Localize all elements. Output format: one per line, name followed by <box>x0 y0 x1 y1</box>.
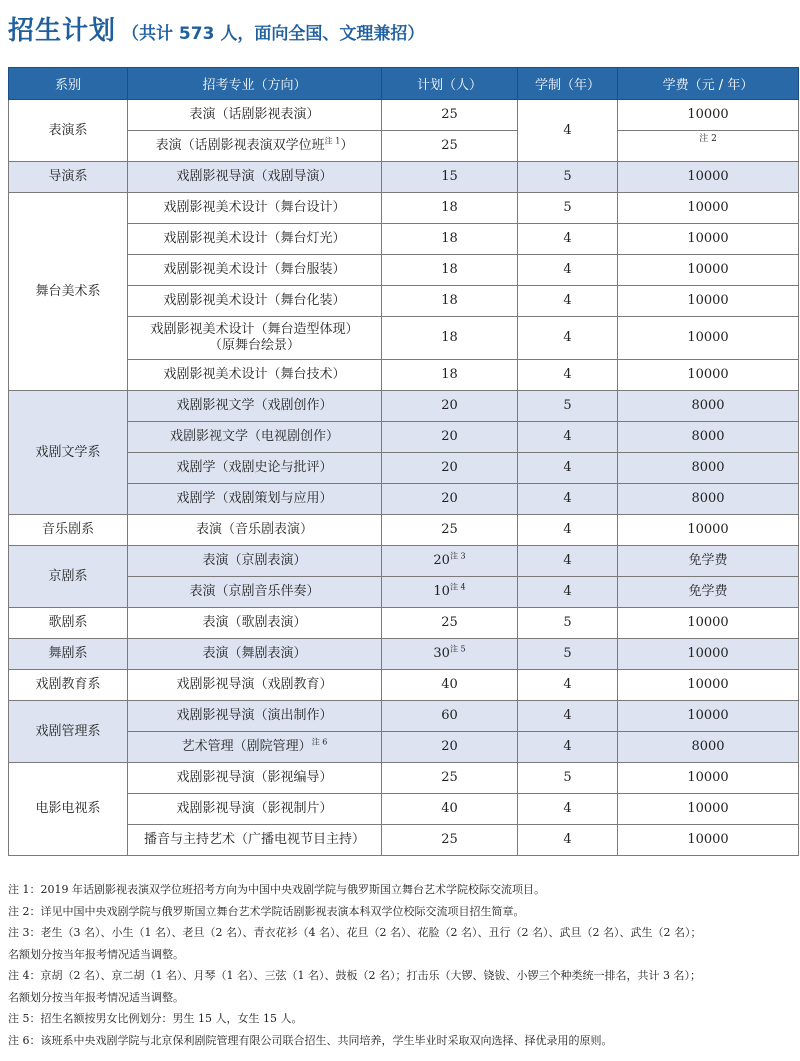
header-major: 招考专业（方向） <box>128 68 382 100</box>
page-title <box>8 10 424 46</box>
dept-group <box>9 100 799 162</box>
major-name: 戏剧影视美术设计（舞台技术） <box>163 367 346 382</box>
footnote-ref: 注 1 <box>324 136 341 146</box>
fee-cell: 10000 <box>618 193 799 224</box>
table-row <box>9 255 799 286</box>
years-cell: 5 <box>518 608 618 639</box>
years-cell: 4 <box>518 286 618 317</box>
plan-value: 20 <box>441 739 458 754</box>
dept-group <box>9 193 799 391</box>
fee-cell: 8000 <box>618 732 799 763</box>
years-cell: 4 <box>518 546 618 577</box>
major-name: 戏剧影视导演（影视制片） <box>176 801 333 816</box>
plan-cell <box>382 162 518 193</box>
major-cell <box>128 193 382 224</box>
dept-group <box>9 515 799 546</box>
dept-group <box>9 701 799 763</box>
major-cell <box>128 360 382 391</box>
title-subtitle: （共计 573 人，面向全国、文理兼招） <box>122 24 425 44</box>
fee-cell: 8000 <box>618 453 799 484</box>
years-cell: 4 <box>518 732 618 763</box>
dept-group <box>9 639 799 670</box>
plan-value: 18 <box>441 262 458 277</box>
major-cell <box>128 484 382 515</box>
table-row <box>9 484 799 515</box>
fee-cell: 10000 <box>618 224 799 255</box>
dept-cell: 戏剧文学系 <box>9 391 128 515</box>
fee-cell: 10000 <box>618 515 799 546</box>
major-name: 表演（京剧音乐伴奏） <box>189 584 320 599</box>
footnote-ref: 注 5 <box>449 644 466 654</box>
plan-value: 18 <box>441 330 458 345</box>
years-cell: 4 <box>518 577 618 608</box>
dept-cell: 京剧系 <box>9 546 128 608</box>
dept-cell: 电影电视系 <box>9 763 128 856</box>
plan-value: 40 <box>441 677 458 692</box>
table-row <box>9 794 799 825</box>
dept-cell: 舞台美术系 <box>9 193 128 391</box>
dept-group <box>9 670 799 701</box>
years-cell: 5 <box>518 391 618 422</box>
footnote: 注 5：招生名额按男女比例划分：男生 15 人，女生 15 人。 <box>8 1012 303 1025</box>
years-cell: 4 <box>518 484 618 515</box>
footnote: 注 1：2019 年话剧影视表演双学位班招考方向为中国中央戏剧学院与俄罗斯国立舞台艺术学院校际交流项目。 <box>8 883 545 896</box>
years-cell: 4 <box>518 825 618 856</box>
major-name: 戏剧影视美术设计（舞台服装） <box>163 262 346 277</box>
major-cell <box>128 255 382 286</box>
major-name: 戏剧学（戏剧史论与批评） <box>176 460 333 475</box>
dept-cell: 戏剧管理系 <box>9 701 128 763</box>
plan-cell <box>382 131 518 162</box>
footnote: 名额划分按当年报考情况适当调整。 <box>8 947 184 961</box>
plan-value: 18 <box>441 231 458 246</box>
footnote-ref: 注 4 <box>449 582 466 592</box>
major-name-line2: （原舞台绘景） <box>208 338 300 353</box>
plan-value: 25 <box>441 138 458 153</box>
major-cell <box>128 732 382 763</box>
major-cell <box>128 577 382 608</box>
plan-cell <box>382 391 518 422</box>
fee-cell: 免学费 <box>618 546 799 577</box>
years-cell: 5 <box>518 763 618 794</box>
years-cell: 5 <box>518 162 618 193</box>
plan-value: 20 <box>433 553 450 568</box>
fee-cell: 10000 <box>618 286 799 317</box>
table-row <box>9 825 799 856</box>
plan-value: 18 <box>441 200 458 215</box>
years-cell: 4 <box>518 794 618 825</box>
table-row <box>9 162 799 193</box>
plan-cell <box>382 484 518 515</box>
major-name: 播音与主持艺术（广播电视节目主持） <box>143 832 365 847</box>
footnotes <box>8 879 798 1051</box>
plan-value: 18 <box>441 293 458 308</box>
footnote-ref: 注 3 <box>449 551 466 561</box>
years-cell: 4 <box>518 255 618 286</box>
fee-cell: 8000 <box>618 484 799 515</box>
major-cell <box>128 794 382 825</box>
title-main: 招生计划 <box>8 16 117 46</box>
plan-cell <box>382 825 518 856</box>
plan-cell <box>382 317 518 360</box>
plan-cell <box>382 224 518 255</box>
footnote: 注 2：详见中国中央戏剧学院与俄罗斯国立舞台艺术学院话剧影视表演本科双学位校际交流项目招生简章。 <box>8 904 525 918</box>
years-cell: 4 <box>518 360 618 391</box>
major-name: 戏剧影视文学（戏剧创作） <box>176 398 333 413</box>
table-row <box>9 100 799 131</box>
major-name: 戏剧影视导演（影视编导） <box>176 770 333 785</box>
table-row <box>9 193 799 224</box>
plan-value: 60 <box>441 708 458 723</box>
plan-cell <box>382 732 518 763</box>
fee-cell: 10000 <box>618 608 799 639</box>
table-row <box>9 224 799 255</box>
footnote: 注 6：该班系中央戏剧学院与北京保利剧院管理有限公司联合招生、共同培养，学生毕业时采取双向选择、择优录用的原则。 <box>8 1033 613 1047</box>
major-cell <box>128 670 382 701</box>
table-header-row <box>9 68 799 100</box>
major-cell <box>128 515 382 546</box>
major-cell <box>128 639 382 670</box>
major-cell <box>128 422 382 453</box>
major-cell <box>128 825 382 856</box>
years-cell: 4 <box>518 100 618 162</box>
table-row <box>9 546 799 577</box>
plan-cell <box>382 100 518 131</box>
major-name: 戏剧影视美术设计（舞台设计） <box>163 200 346 215</box>
fee-cell: 10000 <box>618 255 799 286</box>
plan-cell <box>382 701 518 732</box>
fee-cell: 10000 <box>618 825 799 856</box>
plan-value: 30 <box>433 646 450 661</box>
table-row <box>9 131 799 162</box>
major-suffix: ） <box>340 138 354 153</box>
dept-cell: 舞剧系 <box>9 639 128 670</box>
major-name: 戏剧影视导演（戏剧教育） <box>176 677 333 692</box>
major-cell <box>128 131 382 162</box>
major-name: 表演（舞剧表演） <box>202 646 307 661</box>
major-cell <box>128 224 382 255</box>
footnote: 名额划分按当年报考情况适当调整。 <box>8 990 184 1004</box>
dept-group <box>9 162 799 193</box>
table-row <box>9 639 799 670</box>
plan-cell <box>382 255 518 286</box>
major-name: 戏剧影视导演（戏剧导演） <box>176 169 333 184</box>
table-row <box>9 317 799 360</box>
major-cell <box>128 162 382 193</box>
dept-cell: 歌剧系 <box>9 608 128 639</box>
major-cell <box>128 317 382 360</box>
fee-cell: 10000 <box>618 763 799 794</box>
fee-cell: 10000 <box>618 794 799 825</box>
plan-value: 20 <box>441 491 458 506</box>
table-row <box>9 453 799 484</box>
table-row <box>9 732 799 763</box>
fee-cell: 10000 <box>618 317 799 360</box>
table-row <box>9 701 799 732</box>
major-cell <box>128 608 382 639</box>
table-row <box>9 360 799 391</box>
major-cell <box>128 763 382 794</box>
major-name: 表演（话剧影视表演双学位班 <box>155 138 325 153</box>
plan-value: 25 <box>441 107 458 122</box>
plan-cell <box>382 286 518 317</box>
plan-cell <box>382 763 518 794</box>
years-cell: 4 <box>518 701 618 732</box>
table-row <box>9 763 799 794</box>
fee-cell: 注 2 <box>618 131 799 162</box>
dept-group <box>9 608 799 639</box>
major-name: 表演（话剧影视表演） <box>189 107 320 122</box>
table-row <box>9 286 799 317</box>
years-cell: 5 <box>518 639 618 670</box>
major-name: 表演（音乐剧表演） <box>195 522 313 537</box>
fee-cell: 10000 <box>618 100 799 131</box>
dept-cell: 导演系 <box>9 162 128 193</box>
plan-cell <box>382 453 518 484</box>
plan-value: 20 <box>441 460 458 475</box>
fee-cell: 10000 <box>618 701 799 732</box>
header-dept: 系别 <box>9 68 128 100</box>
fee-cell: 8000 <box>618 391 799 422</box>
plan-cell <box>382 360 518 391</box>
plan-cell <box>382 639 518 670</box>
plan-cell <box>382 193 518 224</box>
fee-cell: 10000 <box>618 162 799 193</box>
major-name: 戏剧影视美术设计（舞台造型体现） <box>150 322 359 337</box>
enrollment-plan-table <box>8 67 799 856</box>
table-row <box>9 608 799 639</box>
table-row <box>9 391 799 422</box>
years-cell: 4 <box>518 224 618 255</box>
table-row <box>9 670 799 701</box>
major-cell <box>128 391 382 422</box>
major-cell <box>128 701 382 732</box>
fee-cell: 10000 <box>618 670 799 701</box>
major-name: 表演（京剧表演） <box>202 553 307 568</box>
major-cell <box>128 453 382 484</box>
plan-value: 25 <box>441 770 458 785</box>
major-name: 艺术管理（剧院管理） <box>181 739 312 754</box>
major-cell <box>128 546 382 577</box>
plan-value: 25 <box>441 522 458 537</box>
major-name: 戏剧影视美术设计（舞台灯光） <box>163 231 346 246</box>
plan-value: 40 <box>441 801 458 816</box>
header-years: 学制（年） <box>518 68 618 100</box>
plan-cell <box>382 670 518 701</box>
plan-cell <box>382 546 518 577</box>
plan-value: 10 <box>433 584 450 599</box>
major-name: 戏剧学（戏剧策划与应用） <box>176 491 333 506</box>
plan-cell <box>382 608 518 639</box>
footnote: 注 3：老生（3 名）、小生（1 名）、老旦（2 名）、青衣花衫（4 名）、花旦（2 名）、花脸（2 名）、丑行（2 名）、武旦（2 名）、武生（2 名）； <box>8 926 702 939</box>
years-cell: 4 <box>518 515 618 546</box>
fee-cell: 免学费 <box>618 577 799 608</box>
fee-cell: 10000 <box>618 639 799 670</box>
footnote: 注 4：京胡（2 名）、京二胡（1 名）、月琴（1 名）、三弦（1 名）、鼓板（2 名）；打击乐（大锣、铙钹、小锣三个种类统一排名，共计 3 名）； <box>8 969 701 982</box>
major-name: 戏剧影视文学（电视剧创作） <box>169 429 339 444</box>
years-cell: 4 <box>518 670 618 701</box>
plan-value: 25 <box>441 615 458 630</box>
major-name: 表演（歌剧表演） <box>202 615 307 630</box>
major-cell <box>128 100 382 131</box>
fee-cell: 8000 <box>618 422 799 453</box>
dept-cell: 戏剧教育系 <box>9 670 128 701</box>
major-name: 戏剧影视导演（演出制作） <box>176 708 333 723</box>
dept-cell: 表演系 <box>9 100 128 162</box>
years-cell: 5 <box>518 193 618 224</box>
dept-group <box>9 391 799 515</box>
fee-cell: 10000 <box>618 360 799 391</box>
table-row <box>9 577 799 608</box>
dept-cell: 音乐剧系 <box>9 515 128 546</box>
table-row <box>9 515 799 546</box>
plan-cell <box>382 794 518 825</box>
dept-group <box>9 546 799 608</box>
header-plan: 计划（人） <box>382 68 518 100</box>
plan-value: 15 <box>441 169 458 184</box>
plan-value: 25 <box>441 832 458 847</box>
plan-value: 20 <box>441 398 458 413</box>
footnote-ref: 注 6 <box>311 737 328 747</box>
header-fee: 学费（元 / 年） <box>618 68 799 100</box>
plan-cell <box>382 422 518 453</box>
plan-value: 20 <box>441 429 458 444</box>
major-cell <box>128 286 382 317</box>
plan-cell <box>382 515 518 546</box>
plan-value: 18 <box>441 367 458 382</box>
years-cell: 4 <box>518 317 618 360</box>
dept-group <box>9 763 799 856</box>
years-cell: 4 <box>518 422 618 453</box>
major-name: 戏剧影视美术设计（舞台化装） <box>163 293 346 308</box>
table-row <box>9 422 799 453</box>
plan-cell <box>382 577 518 608</box>
years-cell: 4 <box>518 453 618 484</box>
